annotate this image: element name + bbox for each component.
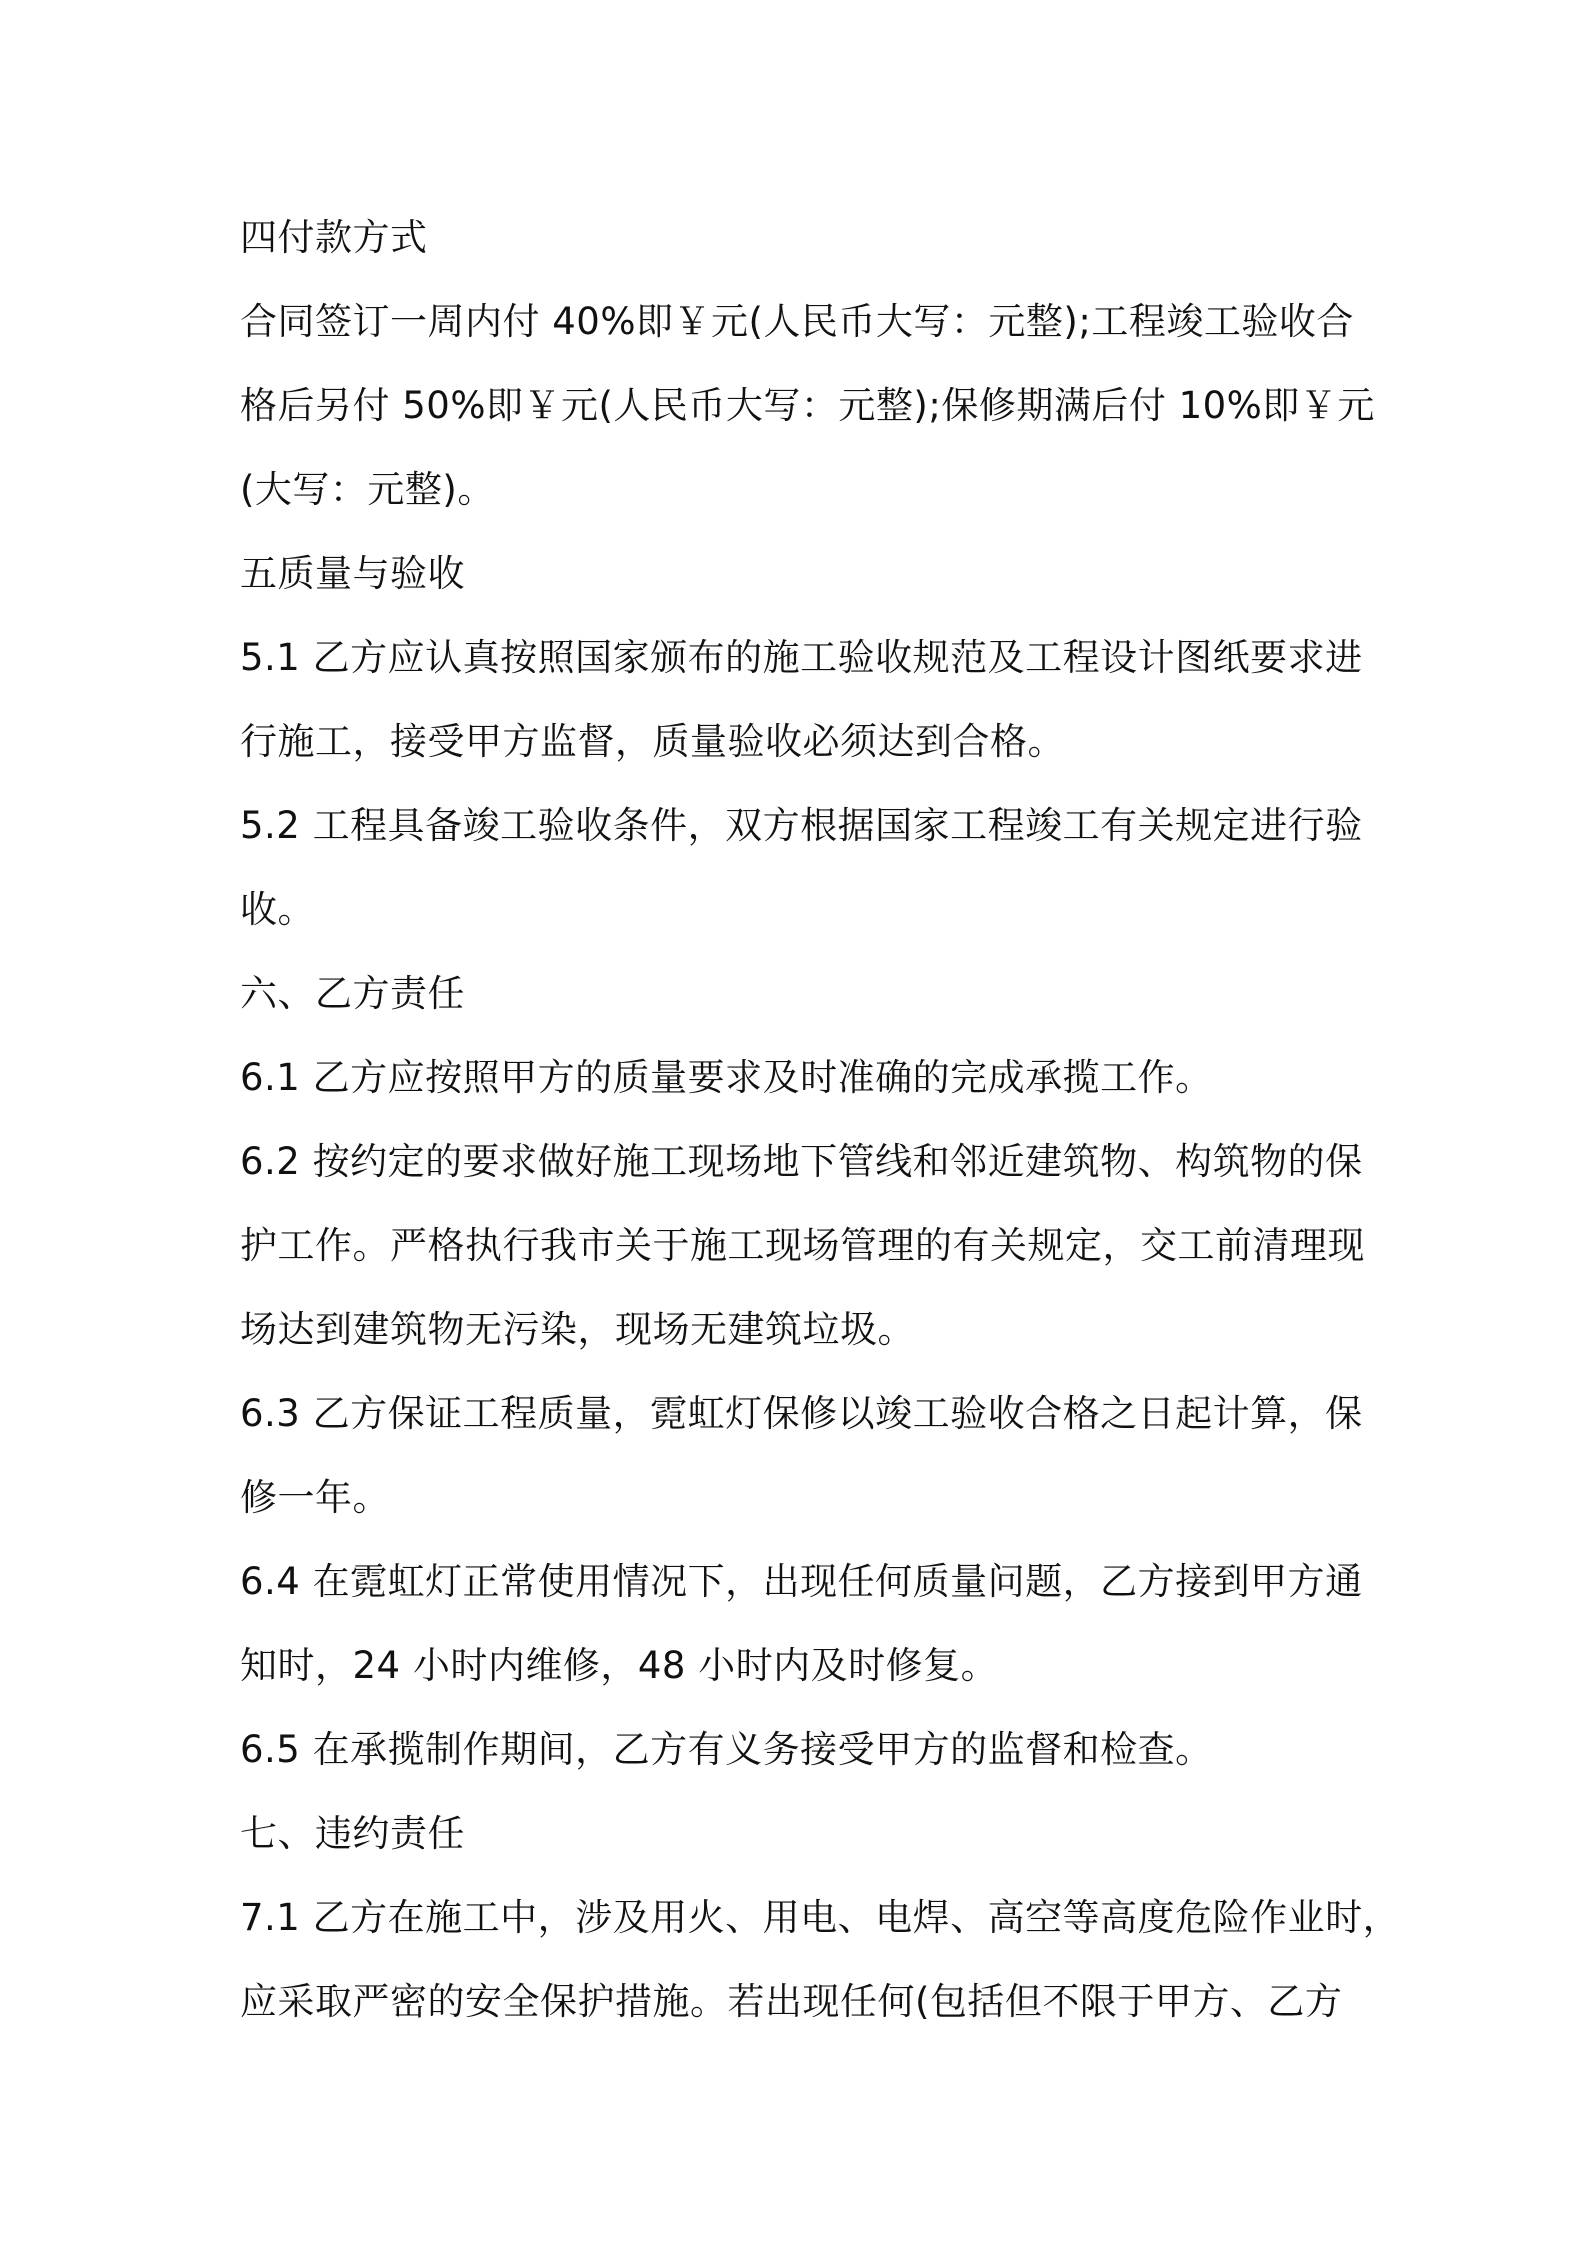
section-heading-quality: 五质量与验收 (240, 552, 465, 595)
section-heading-payment: 四付款方式 (240, 216, 428, 259)
clause-6-2: 6.2 按约定的要求做好施工现场地下管线和邻近建筑物、构筑物的保 (240, 1140, 1363, 1183)
document-body (240, 196, 1401, 2044)
section-heading-breach: 七、违约责任 (240, 1812, 465, 1855)
paragraph-line: (大写：元整)。 (240, 468, 495, 511)
paragraph-line: 合同签订一周内付 40%即￥元(人民币大写：元整);工程竣工验收合 (240, 300, 1354, 343)
clause-6-3: 6.3 乙方保证工程质量，霓虹灯保修以竣工验收合格之日起计算，保 (240, 1392, 1363, 1435)
clause-5-1: 5.1 乙方应认真按照国家颁布的施工验收规范及工程设计图纸要求进 (240, 636, 1363, 679)
clause-6-1: 6.1 乙方应按照甲方的质量要求及时准确的完成承揽工作。 (240, 1056, 1213, 1099)
clause-7-1: 7.1 乙方在施工中，涉及用火、用电、电焊、高空等高度危险作业时， (240, 1896, 1401, 1939)
clause-5-2: 5.2 工程具备竣工验收条件，双方根据国家工程竣工有关规定进行验 (240, 804, 1363, 847)
paragraph-line: 收。 (240, 888, 315, 931)
section-heading-party-b: 六、乙方责任 (240, 972, 465, 1015)
clause-6-4: 6.4 在霓虹灯正常使用情况下，出现任何质量问题，乙方接到甲方通 (240, 1560, 1363, 1603)
paragraph-line: 修一年。 (240, 1476, 390, 1519)
paragraph-line: 知时，24 小时内维修，48 小时内及时修复。 (240, 1644, 999, 1687)
paragraph-line: 护工作。严格执行我市关于施工现场管理的有关规定，交工前清理现 (240, 1224, 1365, 1267)
paragraph-line: 行施工，接受甲方监督，质量验收必须达到合格。 (240, 720, 1065, 763)
paragraph-line: 格后另付 50%即￥元(人民币大写：元整);保修期满后付 10%即￥元 (240, 384, 1375, 427)
paragraph-line: 场达到建筑物无污染，现场无建筑垃圾。 (240, 1308, 915, 1351)
clause-6-5: 6.5 在承揽制作期间，乙方有义务接受甲方的监督和检查。 (240, 1728, 1213, 1771)
paragraph-line: 应采取严密的安全保护措施。若出现任何(包括但不限于甲方、乙方 (240, 1980, 1343, 2023)
